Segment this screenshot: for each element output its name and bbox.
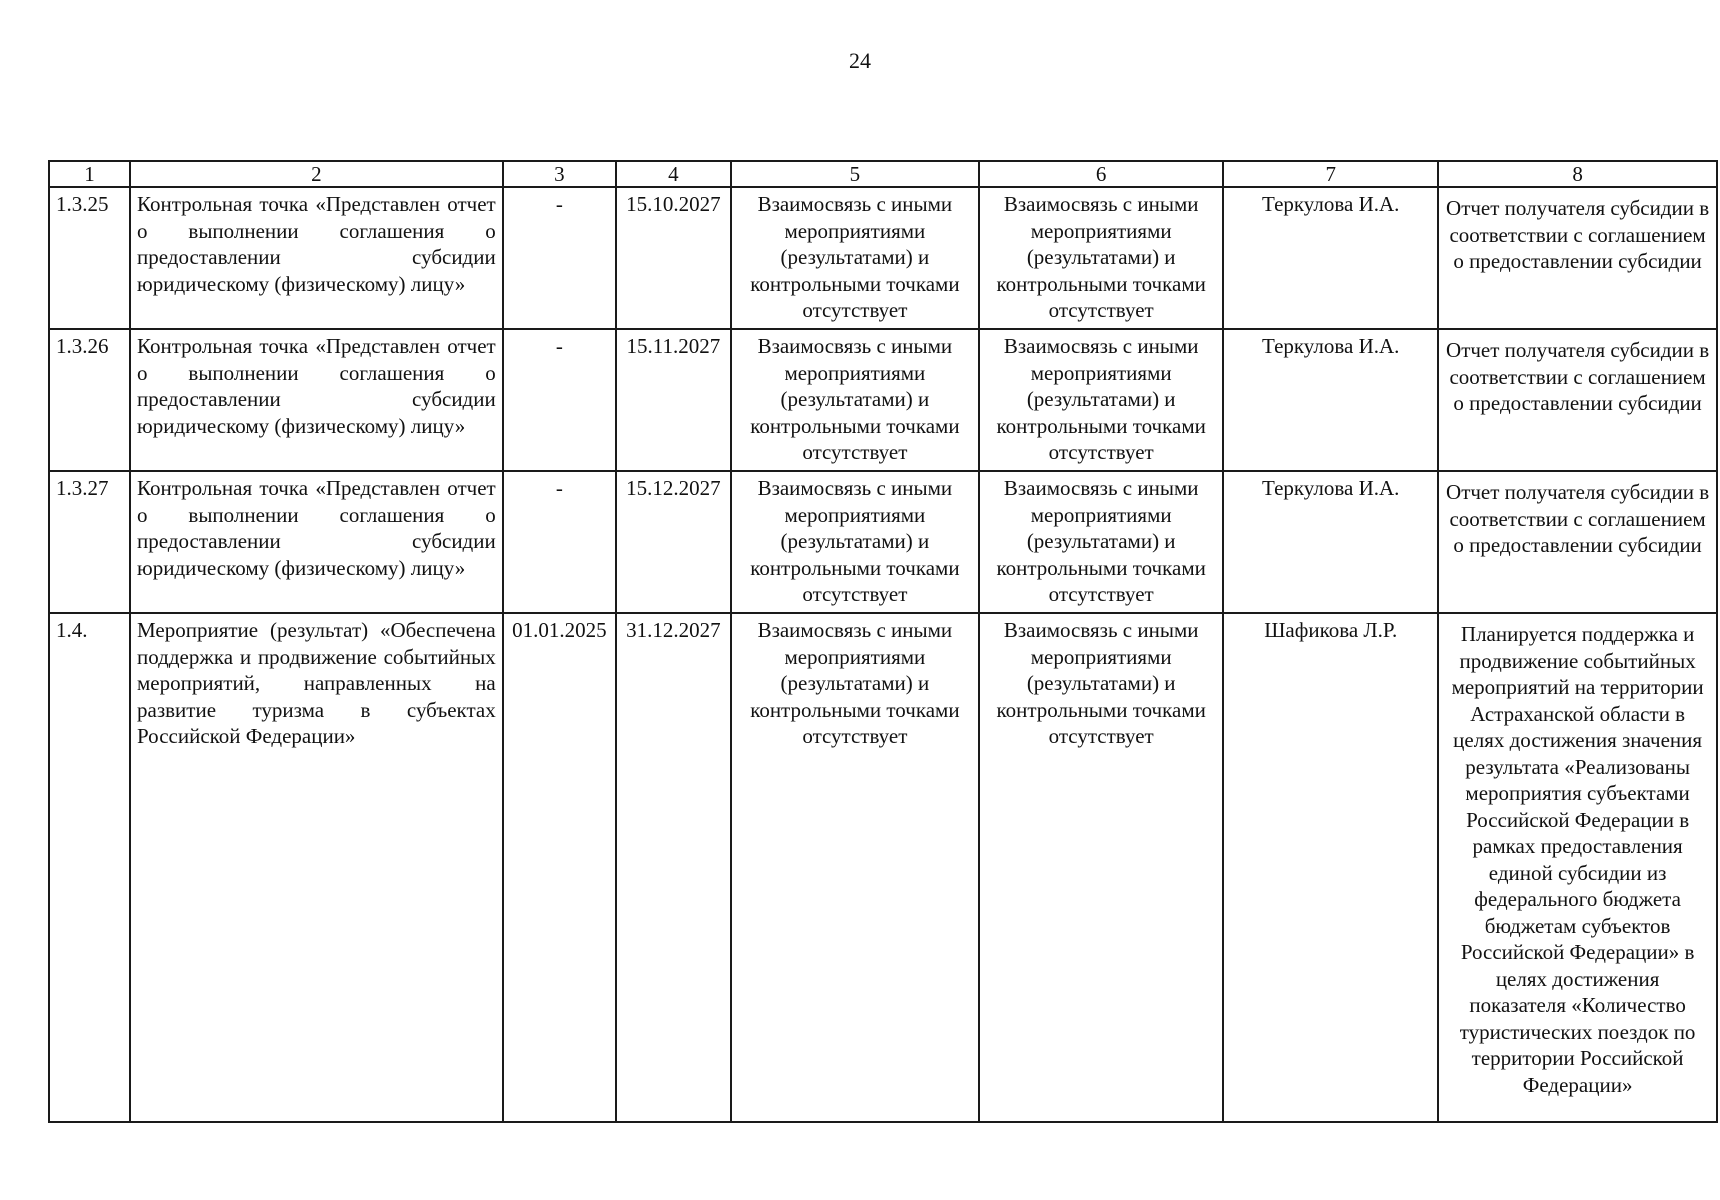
row-number: 1.3.25 xyxy=(49,187,130,329)
table-row xyxy=(49,471,1717,613)
row-name: Контрольная точка «Представлен отчет о выполнении соглашения о предоставлении субсидии юридическому (физическому) лицу» xyxy=(130,471,503,613)
row-number: 1.3.27 xyxy=(49,471,130,613)
row-start-date: - xyxy=(503,329,616,471)
row-responsible: Теркулова И.А. xyxy=(1223,187,1438,329)
column-header-3: 3 xyxy=(503,161,616,187)
row-number: 1.3.26 xyxy=(49,329,130,471)
column-header-6: 6 xyxy=(979,161,1223,187)
row-number: 1.4. xyxy=(49,613,130,1122)
plan-table xyxy=(48,160,1718,1123)
column-header-8: 8 xyxy=(1438,161,1717,187)
row-link-prev: Взаимосвязь с иными мероприятиями (результатами) и контрольными точками отсутствует xyxy=(731,613,979,1122)
row-start-date: - xyxy=(503,187,616,329)
row-description xyxy=(1438,187,1717,329)
row-end-date: 31.12.2027 xyxy=(616,613,731,1122)
table-row xyxy=(49,187,1717,329)
row-name: Контрольная точка «Представлен отчет о выполнении соглашения о предоставлении субсидии юридическому (физическому) лицу» xyxy=(130,187,503,329)
row-description xyxy=(1438,329,1717,471)
row-responsible: Теркулова И.А. xyxy=(1223,329,1438,471)
row-link-prev: Взаимосвязь с иными мероприятиями (результатами) и контрольными точками отсутствует xyxy=(731,187,979,329)
row-end-date: 15.12.2027 xyxy=(616,471,731,613)
column-header-7: 7 xyxy=(1223,161,1438,187)
row-responsible: Теркулова И.А. xyxy=(1223,471,1438,613)
row-link-prev: Взаимосвязь с иными мероприятиями (результатами) и контрольными точками отсутствует xyxy=(731,329,979,471)
column-header-4: 4 xyxy=(616,161,731,187)
row-link-next: Взаимосвязь с иными мероприятиями (результатами) и контрольными точками отсутствует xyxy=(979,613,1223,1122)
row-end-date: 15.10.2027 xyxy=(616,187,731,329)
row-responsible: Шафикова Л.Р. xyxy=(1223,613,1438,1122)
page-number: 24 xyxy=(849,48,871,73)
column-header-1: 1 xyxy=(49,161,130,187)
row-link-next: Взаимосвязь с иными мероприятиями (результатами) и контрольными точками отсутствует xyxy=(979,471,1223,613)
row-start-date: - xyxy=(503,471,616,613)
row-end-date: 15.11.2027 xyxy=(616,329,731,471)
row-link-next: Взаимосвязь с иными мероприятиями (результатами) и контрольными точками отсутствует xyxy=(979,329,1223,471)
row-description xyxy=(1438,613,1717,1122)
row-description-text: Отчет получателя субсидии в соответствии с соглашением о предоставлении субсидии xyxy=(1446,338,1710,415)
row-description-text: Планируется поддержка и продвижение событийных мероприятий на территории Астраханской области в целях достижения значения результата «Реализованы мероприятия субъектами Российской Федерации в рамках предоставления единой субсидии из федерального бюджета бюджетам субъектов Российской Федерации» в целях достижения показателя «Количество туристических поездок по территории Российской Федерации» xyxy=(1451,622,1704,1097)
row-description xyxy=(1438,471,1717,613)
row-name: Мероприятие (результат) «Обеспечена поддержка и продвижение событийных мероприятий, направленных на развитие туризма в субъектах Российской Федерации» xyxy=(130,613,503,1122)
column-header-5: 5 xyxy=(731,161,979,187)
row-start-date: 01.01.2025 xyxy=(503,613,616,1122)
table-header-row xyxy=(49,161,1717,187)
column-header-2: 2 xyxy=(130,161,503,187)
row-description-text: Отчет получателя субсидии в соответствии с соглашением о предоставлении субсидии xyxy=(1446,196,1710,273)
row-description-text: Отчет получателя субсидии в соответствии с соглашением о предоставлении субсидии xyxy=(1446,480,1710,557)
table-row xyxy=(49,613,1717,1122)
table-row xyxy=(49,329,1717,471)
row-name: Контрольная точка «Представлен отчет о выполнении соглашения о предоставлении субсидии юридическому (физическому) лицу» xyxy=(130,329,503,471)
row-link-next: Взаимосвязь с иными мероприятиями (результатами) и контрольными точками отсутствует xyxy=(979,187,1223,329)
row-link-prev: Взаимосвязь с иными мероприятиями (результатами) и контрольными точками отсутствует xyxy=(731,471,979,613)
